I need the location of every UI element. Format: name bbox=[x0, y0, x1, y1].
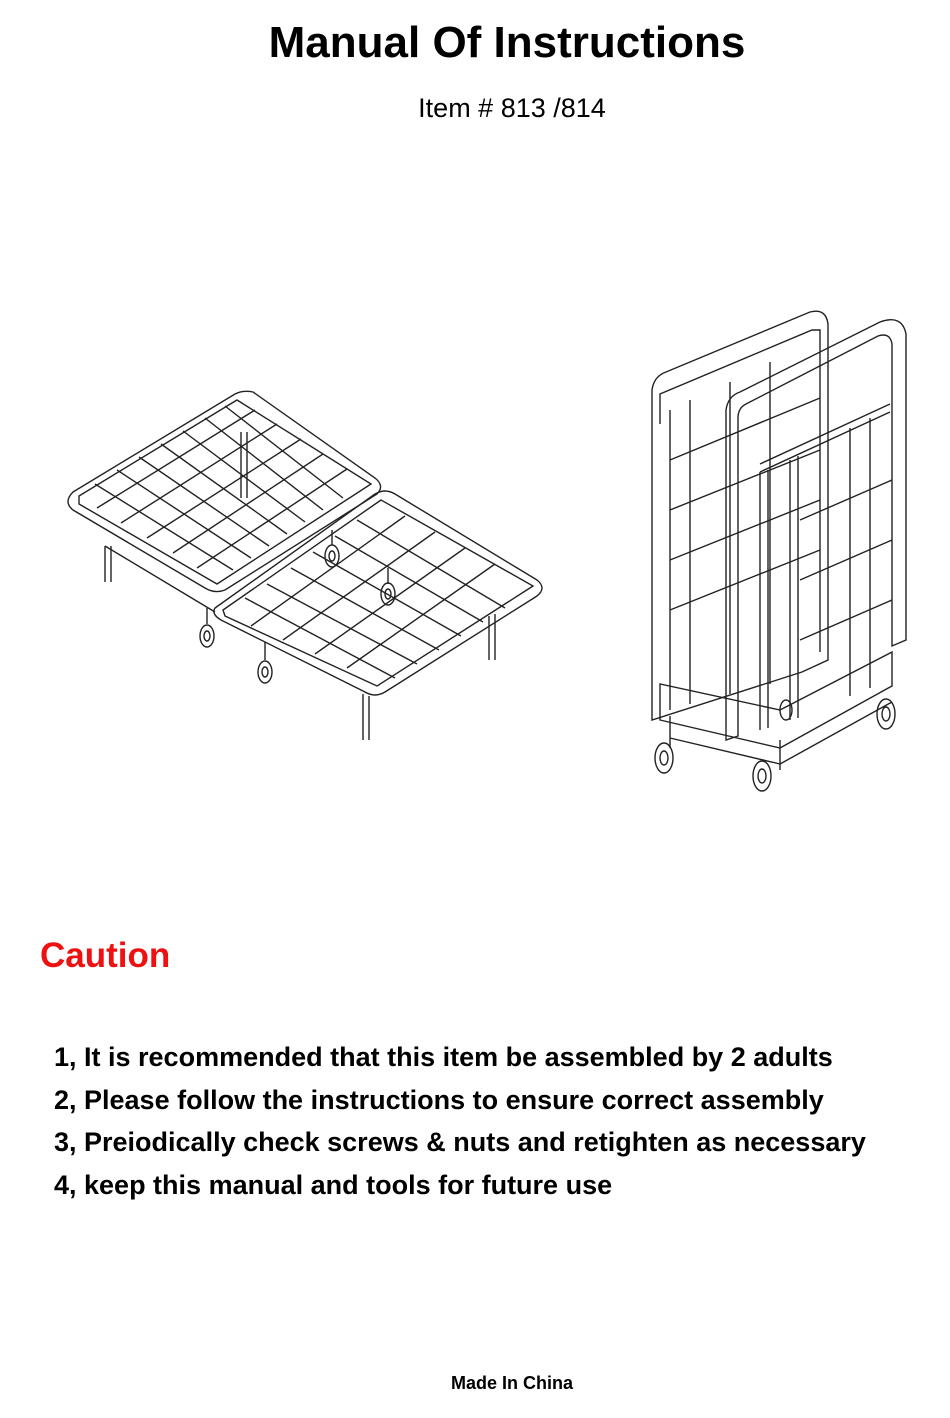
caution-list bbox=[54, 1036, 866, 1206]
list-item: 1, It is recommended that this item be assembled by 2 adults bbox=[54, 1042, 833, 1072]
caution-heading: Caution bbox=[40, 936, 171, 975]
made-in-label: Made In China bbox=[450, 1373, 573, 1393]
unfolded-bed-frame-drawing bbox=[55, 380, 555, 760]
page-title: Manual Of Instructions bbox=[268, 18, 746, 67]
folded-bed-frame-drawing bbox=[630, 300, 930, 800]
rear-frame-panel bbox=[652, 311, 828, 720]
list-item: 3, Preiodically check screws & nuts and retighten as necessary bbox=[54, 1127, 866, 1157]
list-item: 2, Please follow the instructions to ensure correct assembly bbox=[54, 1084, 824, 1115]
right-frame-section bbox=[214, 491, 542, 740]
caster-wheels bbox=[655, 699, 895, 791]
base-frame bbox=[660, 652, 892, 770]
list-item: 4, keep this manual and tools for future use bbox=[54, 1169, 613, 1200]
item-number: Item # 813 /814 bbox=[418, 93, 606, 123]
left-frame-section bbox=[68, 391, 381, 612]
front-frame-panel bbox=[726, 320, 906, 740]
